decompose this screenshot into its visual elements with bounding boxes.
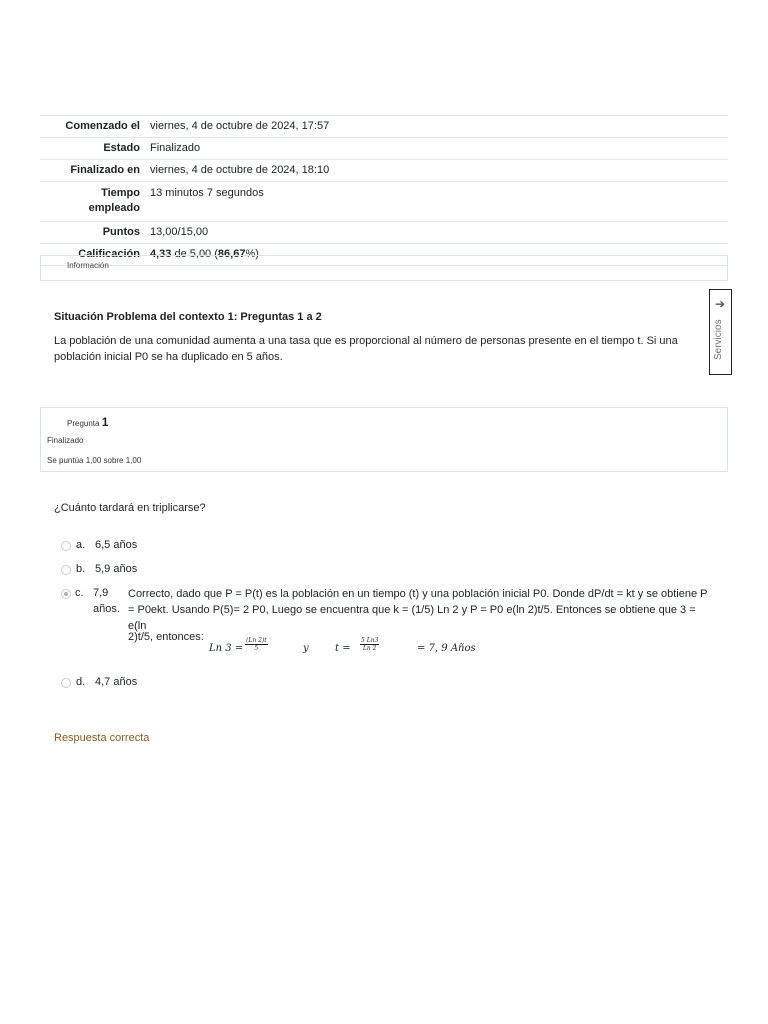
services-tab[interactable] bbox=[709, 289, 732, 375]
started-label: Comenzado el bbox=[40, 116, 145, 138]
arrow-right-icon: ➔ bbox=[715, 297, 726, 311]
time-label-line2: empleado bbox=[88, 202, 140, 214]
summary-row-finished bbox=[40, 160, 728, 182]
formula-t-equals: t = bbox=[335, 643, 351, 654]
summary-row-points bbox=[40, 222, 728, 244]
finished-value: viernes, 4 de octubre de 2024, 18:10 bbox=[145, 160, 728, 182]
grade-label: Calificación bbox=[40, 244, 145, 266]
answer-option-d[interactable] bbox=[61, 675, 137, 689]
grade-score: 4,33 bbox=[150, 248, 172, 260]
answer-c-feedback-continued: 2)t/5, entonces: bbox=[128, 631, 204, 643]
question-text: ¿Cuánto tardará en triplicarse? bbox=[54, 502, 206, 514]
right-answer-feedback: Respuesta correcta bbox=[54, 732, 150, 744]
time-label bbox=[40, 182, 145, 222]
grade-mid: de 5,00 ( bbox=[171, 248, 218, 260]
answer-text: 4,7 años bbox=[95, 676, 138, 688]
question-number-value: 1 bbox=[101, 415, 109, 429]
context-title: Situación Problema del contexto 1: Preguntas 1 a 2 bbox=[54, 311, 322, 323]
fraction-numerator: 5 Ln3 bbox=[361, 637, 379, 644]
answer-letter: c. bbox=[75, 587, 84, 599]
radio-button[interactable] bbox=[61, 565, 71, 575]
question-state: Finalizado bbox=[47, 436, 84, 445]
time-label-line1: Tiempo bbox=[101, 187, 140, 199]
answer-text-continued: años. bbox=[93, 603, 120, 615]
summary-row-started bbox=[40, 116, 728, 138]
question-number-prefix: Pregunta bbox=[67, 419, 102, 428]
summary-row-state bbox=[40, 138, 728, 160]
started-value: viernes, 4 de octubre de 2024, 17:57 bbox=[145, 116, 728, 138]
answer-c-feedback: Correcto, dado que P = P(t) es la población en un tiempo (t) y una población inicial P0. Donde dP/dt = kt y se obtiene P = P0ekt. Usando P(5)= 2 P0, Luego se encuentra que k = (1/5) Ln 2 y P = P0 e(ln 2)t/5. Entonces se obtiene que 3 = e(ln bbox=[128, 588, 708, 632]
state-value: Finalizado bbox=[145, 138, 728, 160]
answer-letter: d. bbox=[76, 676, 86, 688]
radio-button-selected[interactable] bbox=[61, 589, 71, 599]
grade-percent: 86,67 bbox=[217, 248, 246, 260]
question-number bbox=[67, 415, 108, 429]
formula-lhs: Ln 3 = bbox=[209, 643, 244, 654]
question-grade: Se puntúa 1,00 sobre 1,00 bbox=[47, 456, 142, 465]
fraction-denominator: 5 bbox=[254, 645, 259, 652]
answer-text: 7,9 bbox=[93, 587, 109, 599]
answer-text: 5,9 años bbox=[95, 563, 138, 575]
answer-letter: b. bbox=[76, 563, 86, 575]
information-box bbox=[40, 255, 728, 281]
question-info-box bbox=[40, 407, 728, 472]
state-label: Estado bbox=[40, 138, 145, 160]
services-tab-label: Servicios bbox=[713, 319, 724, 360]
fraction-numerator: (Ln 2)t bbox=[246, 637, 267, 644]
answer-text: 6,5 años bbox=[95, 539, 138, 551]
formula-fraction-1 bbox=[245, 637, 268, 652]
fraction-denominator: Ln 2 bbox=[362, 645, 377, 652]
formula-fraction-2 bbox=[360, 637, 379, 652]
points-label: Puntos bbox=[40, 222, 145, 244]
grade-end: %) bbox=[245, 248, 259, 260]
radio-button[interactable] bbox=[61, 678, 71, 688]
finished-label: Finalizado en bbox=[40, 160, 145, 182]
attempt-summary-table bbox=[40, 115, 728, 266]
information-label: Información bbox=[67, 261, 109, 270]
formula-and: y bbox=[303, 643, 309, 654]
context-text: La población de una comunidad aumenta a una tasa que es proporcional al número de personas presente en el tiempo t. Si una población inicial P0 se ha duplicado en 5 años. bbox=[54, 335, 678, 363]
points-value: 13,00/15,00 bbox=[145, 222, 728, 244]
formula-result: = 7, 9 Años bbox=[417, 643, 476, 654]
time-value: 13 minutos 7 segundos bbox=[145, 182, 728, 222]
summary-row-time bbox=[40, 182, 728, 222]
radio-button[interactable] bbox=[61, 541, 71, 551]
formula-image bbox=[209, 637, 476, 659]
answer-letter: a. bbox=[76, 539, 86, 551]
answer-option-b[interactable] bbox=[61, 562, 137, 576]
answer-option-a[interactable] bbox=[61, 538, 137, 552]
